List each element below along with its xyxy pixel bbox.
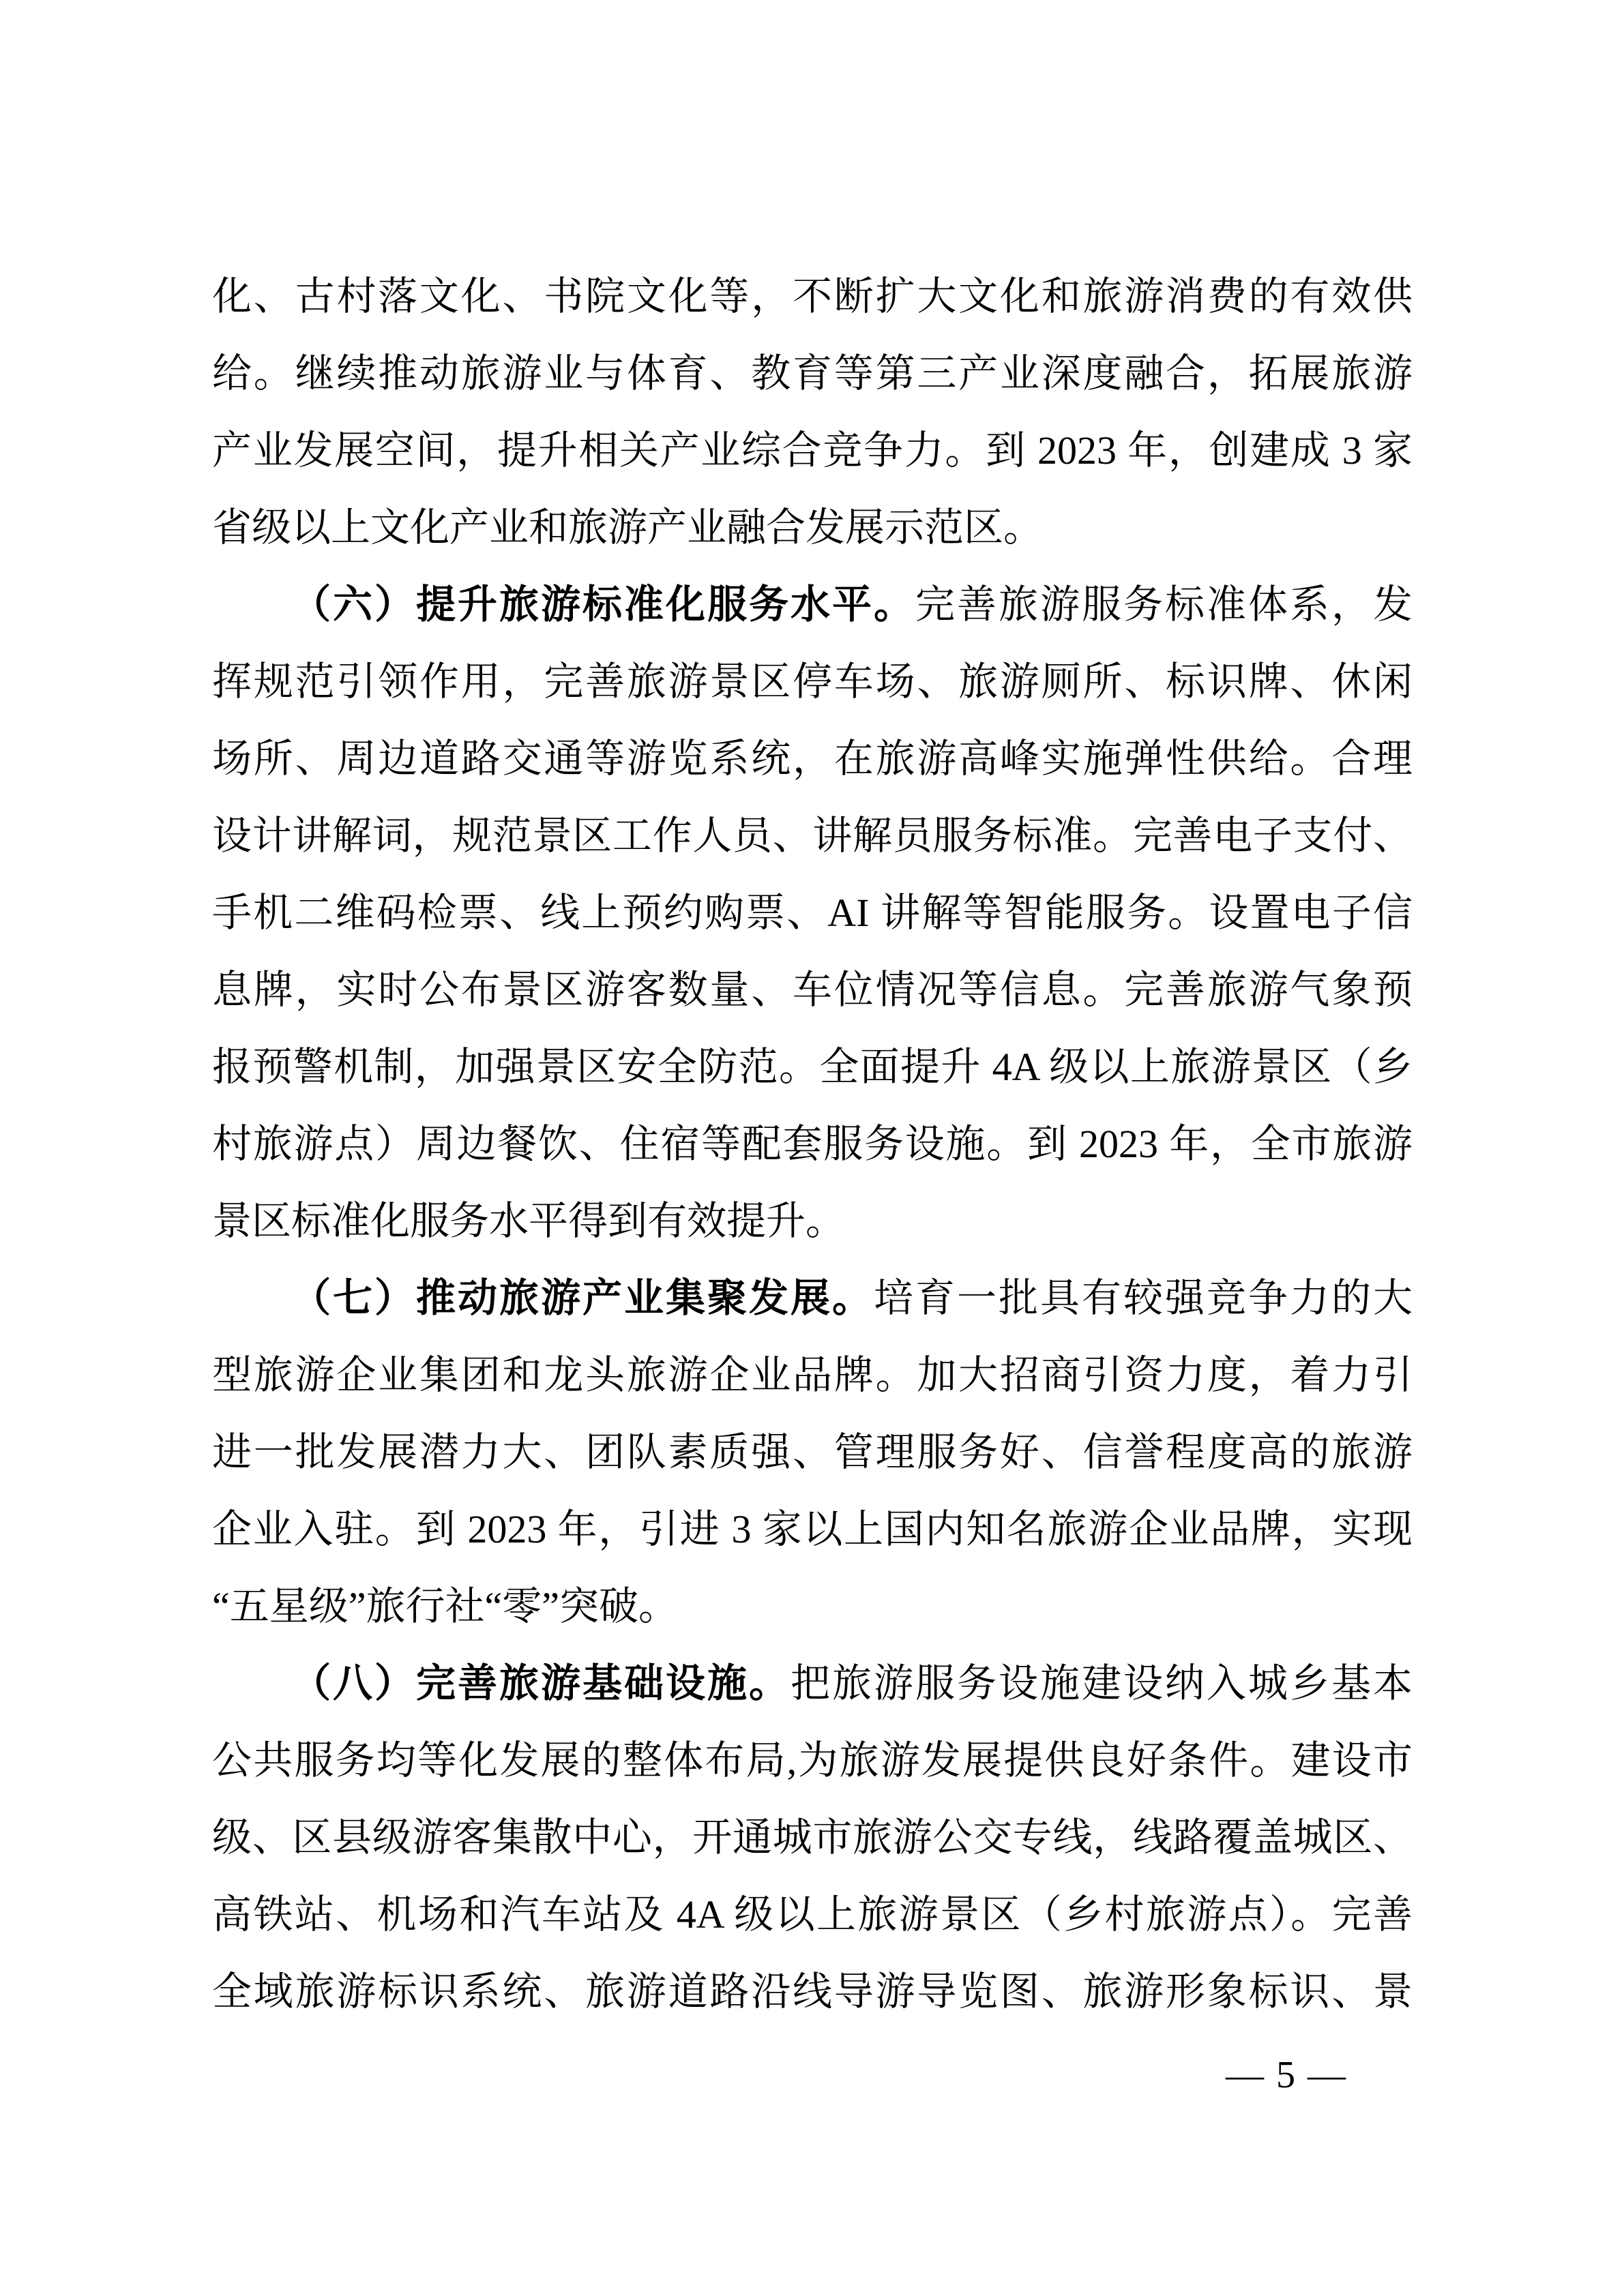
- text-line: [212, 1182, 1413, 1259]
- section-heading-text: （七）推动旅游产业集聚发展。: [291, 1276, 874, 1320]
- text-line: [212, 1568, 1413, 1645]
- document-body: [212, 258, 1413, 2030]
- body-text: 挥规范引领作用，完善旅游景区停车场、旅游厕所、标识牌、休闲: [212, 659, 1413, 704]
- text-line: [212, 1876, 1413, 1953]
- body-text: 产业发展空间，提升相关产业综合竞争力。到 2023 年，创建成 3 家: [212, 428, 1413, 473]
- text-line: [212, 720, 1413, 797]
- text-line: [212, 1722, 1413, 1799]
- body-text: 企业入驻。到 2023 年，引进 3 家以上国内知名旅游企业品牌，实现: [212, 1507, 1413, 1551]
- text-line: [212, 1337, 1413, 1414]
- body-text: 完善旅游服务标准体系，发: [915, 582, 1413, 627]
- body-text: 设计讲解词，规范景区工作人员、讲解员服务标准。完善电子支付、: [212, 814, 1413, 858]
- text-line: [212, 1028, 1413, 1105]
- text-line: [212, 643, 1413, 720]
- text-line: [212, 1953, 1413, 2030]
- text-line: [212, 1414, 1413, 1491]
- body-text: 场所、周边道路交通等游览系统，在旅游高峰实施弹性供给。合理: [212, 736, 1413, 781]
- text-line: [212, 566, 1413, 643]
- text-line: [212, 1799, 1413, 1876]
- text-line: [212, 335, 1413, 412]
- text-line: [212, 1259, 1413, 1337]
- text-line: [212, 874, 1413, 951]
- section-heading-text: （八）完善旅游基础设施。: [291, 1661, 791, 1705]
- text-line: [212, 951, 1413, 1028]
- body-text: 手机二维码检票、线上预约购票、AI 讲解等智能服务。设置电子信: [212, 891, 1413, 935]
- body-text: 把旅游服务设施建设纳入城乡基本: [791, 1661, 1413, 1705]
- body-text: 化、古村落文化、书院文化等，不断扩大文化和旅游消费的有效供: [212, 274, 1413, 318]
- text-line: [212, 1491, 1413, 1568]
- text-line: [212, 412, 1413, 489]
- section-heading-text: （六）提升旅游标准化服务水平。: [291, 582, 915, 627]
- body-text: 给。继续推动旅游业与体育、教育等第三产业深度融合，拓展旅游: [212, 351, 1413, 396]
- body-text: 全域旅游标识系统、旅游道路沿线导游导览图、旅游形象标识、景: [212, 1969, 1413, 2014]
- body-text: 公共服务均等化发展的整体布局,为旅游发展提供良好条件。建设市: [212, 1738, 1413, 1783]
- text-line: [212, 1645, 1413, 1722]
- text-line: [212, 797, 1413, 874]
- body-text: “五星级”旅行社“零”突破。: [212, 1584, 678, 1628]
- text-line: [212, 1105, 1413, 1182]
- body-text: 息牌，实时公布景区游客数量、车位情况等信息。完善旅游气象预: [212, 968, 1413, 1012]
- text-line: [212, 489, 1413, 566]
- body-text: 进一批发展潜力大、团队素质强、管理服务好、信誉程度高的旅游: [212, 1430, 1413, 1474]
- body-text: 型旅游企业集团和龙头旅游企业品牌。加大招商引资力度，着力引: [212, 1353, 1413, 1397]
- body-text: 村旅游点）周边餐饮、住宿等配套服务设施。到 2023 年，全市旅游: [212, 1122, 1413, 1166]
- body-text: 景区标准化服务水平得到有效提升。: [212, 1199, 846, 1243]
- body-text: 省级以上文化产业和旅游产业融合发展示范区。: [212, 505, 1044, 550]
- page-number: — 5 —: [1226, 2054, 1347, 2096]
- body-text: 高铁站、机场和汽车站及 4A 级以上旅游景区（乡村旅游点）。完善: [212, 1892, 1413, 1937]
- text-line: [212, 258, 1413, 335]
- body-text: 报预警机制，加强景区安全防范。全面提升 4A 级以上旅游景区（乡: [212, 1045, 1413, 1089]
- body-text: 培育一批具有较强竞争力的大: [873, 1276, 1413, 1320]
- body-text: 级、区县级游客集散中心，开通城市旅游公交专线，线路覆盖城区、: [212, 1815, 1413, 1860]
